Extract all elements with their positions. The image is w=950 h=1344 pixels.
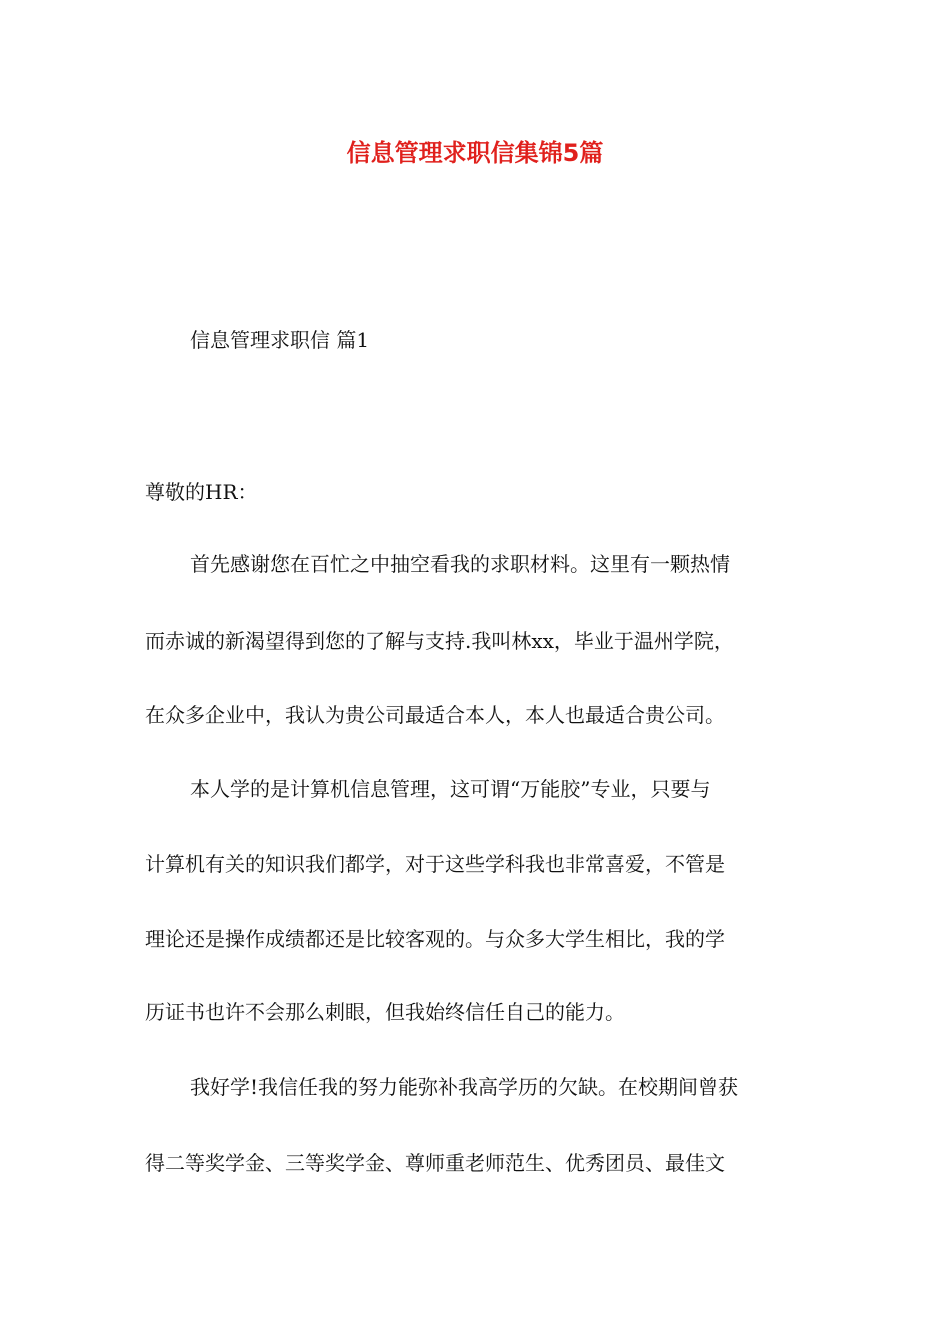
paragraph-line: 而赤诚的新渴望得到您的了解与支持.我叫林xx，毕业于温州学院，: [145, 629, 734, 653]
paragraph-line: 理论还是操作成绩都还是比较客观的。与众多大学生相比，我的学: [145, 927, 725, 951]
paragraph-line: 本人学的是计算机信息管理，这可谓“万能胶”专业，只要与: [190, 777, 711, 801]
paragraph-line: 我好学!我信任我的努力能弥补我高学历的欠缺。在校期间曾获: [190, 1075, 739, 1099]
letter-greeting: 尊敬的HR：: [145, 480, 258, 504]
paragraph-line: 得二等奖学金、三等奖学金、尊师重老师范生、优秀团员、最佳文: [145, 1151, 725, 1175]
paragraph-line: 历证书也许不会那么刺眼，但我始终信任自己的能力。: [145, 1000, 625, 1024]
section-heading: 信息管理求职信 篇1: [190, 328, 370, 352]
document-title: 信息管理求职信集锦5篇: [346, 139, 604, 167]
paragraph-line: 首先感谢您在百忙之中抽空看我的求职材料。这里有一颗热情: [190, 552, 730, 576]
paragraph-line: 计算机有关的知识我们都学，对于这些学科我也非常喜爱，不管是: [145, 852, 725, 876]
paragraph-line: 在众多企业中，我认为贵公司最适合本人，本人也最适合贵公司。: [145, 703, 725, 727]
